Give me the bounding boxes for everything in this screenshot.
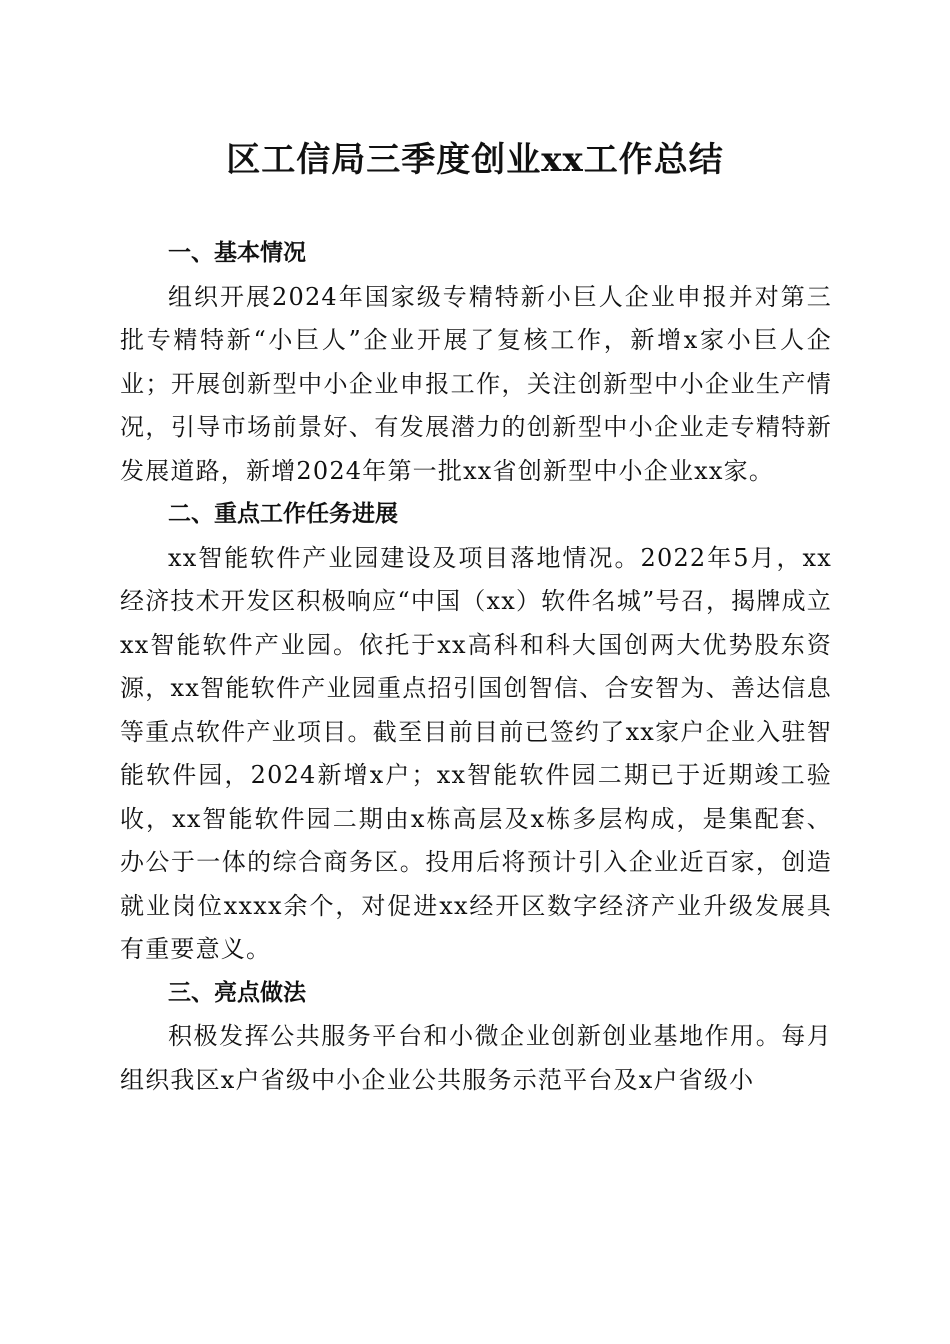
section-paragraph-key-tasks: xx智能软件产业园建设及项目落地情况。2022年5月，xx经济技术开发区积极响应“中国（xx）软件名城”号召，揭牌成立xx智能软件产业园。依托于xx高科和科大国创两大优势股东资源，xx智能软件产业园重点招引国创智信、合安智为、善达信息等重点软件产业项目。截至目前目前已签约了xx家户企业入驻智能软件园，2024新增x户；xx智能软件园二期已于近期竣工验收，xx智能软件园二期由x栋高层及x栋多层构成，是集配套、办公于一体的综合商务区。投用后将预计引入企业近百家，创造就业岗位xxxx余个，对促进xx经开区数字经济产业升级发展具有重要意义。 (120, 543, 832, 963)
section-heading-highlights: 三、亮点做法 (168, 979, 306, 1006)
section-paragraph-highlights: 积极发挥公共服务平台和小微企业创新创业基地作用。每月组织我区x户省级中小企业公共服务示范平台及x户省级小 (120, 1022, 832, 1094)
document-title: 区工信局三季度创业xx工作总结 (226, 140, 724, 180)
section-paragraph-basic-situation: 组织开展2024年国家级专精特新小巨人企业申报并对第三批专精特新“小巨人”企业开展了复核工作，新增x家小巨人企业；开展创新型中小企业申报工作，关注创新型中小企业生产情况，引导市场前景好、有发展潜力的创新型中小企业走专精特新发展道路，新增2024年第一批xx省创新型中小企业xx家。 (120, 282, 832, 485)
section-heading-basic-situation: 一、基本情况 (168, 240, 306, 266)
section-heading-key-tasks: 二、重点工作任务进展 (168, 501, 398, 527)
document-body (120, 232, 832, 1102)
